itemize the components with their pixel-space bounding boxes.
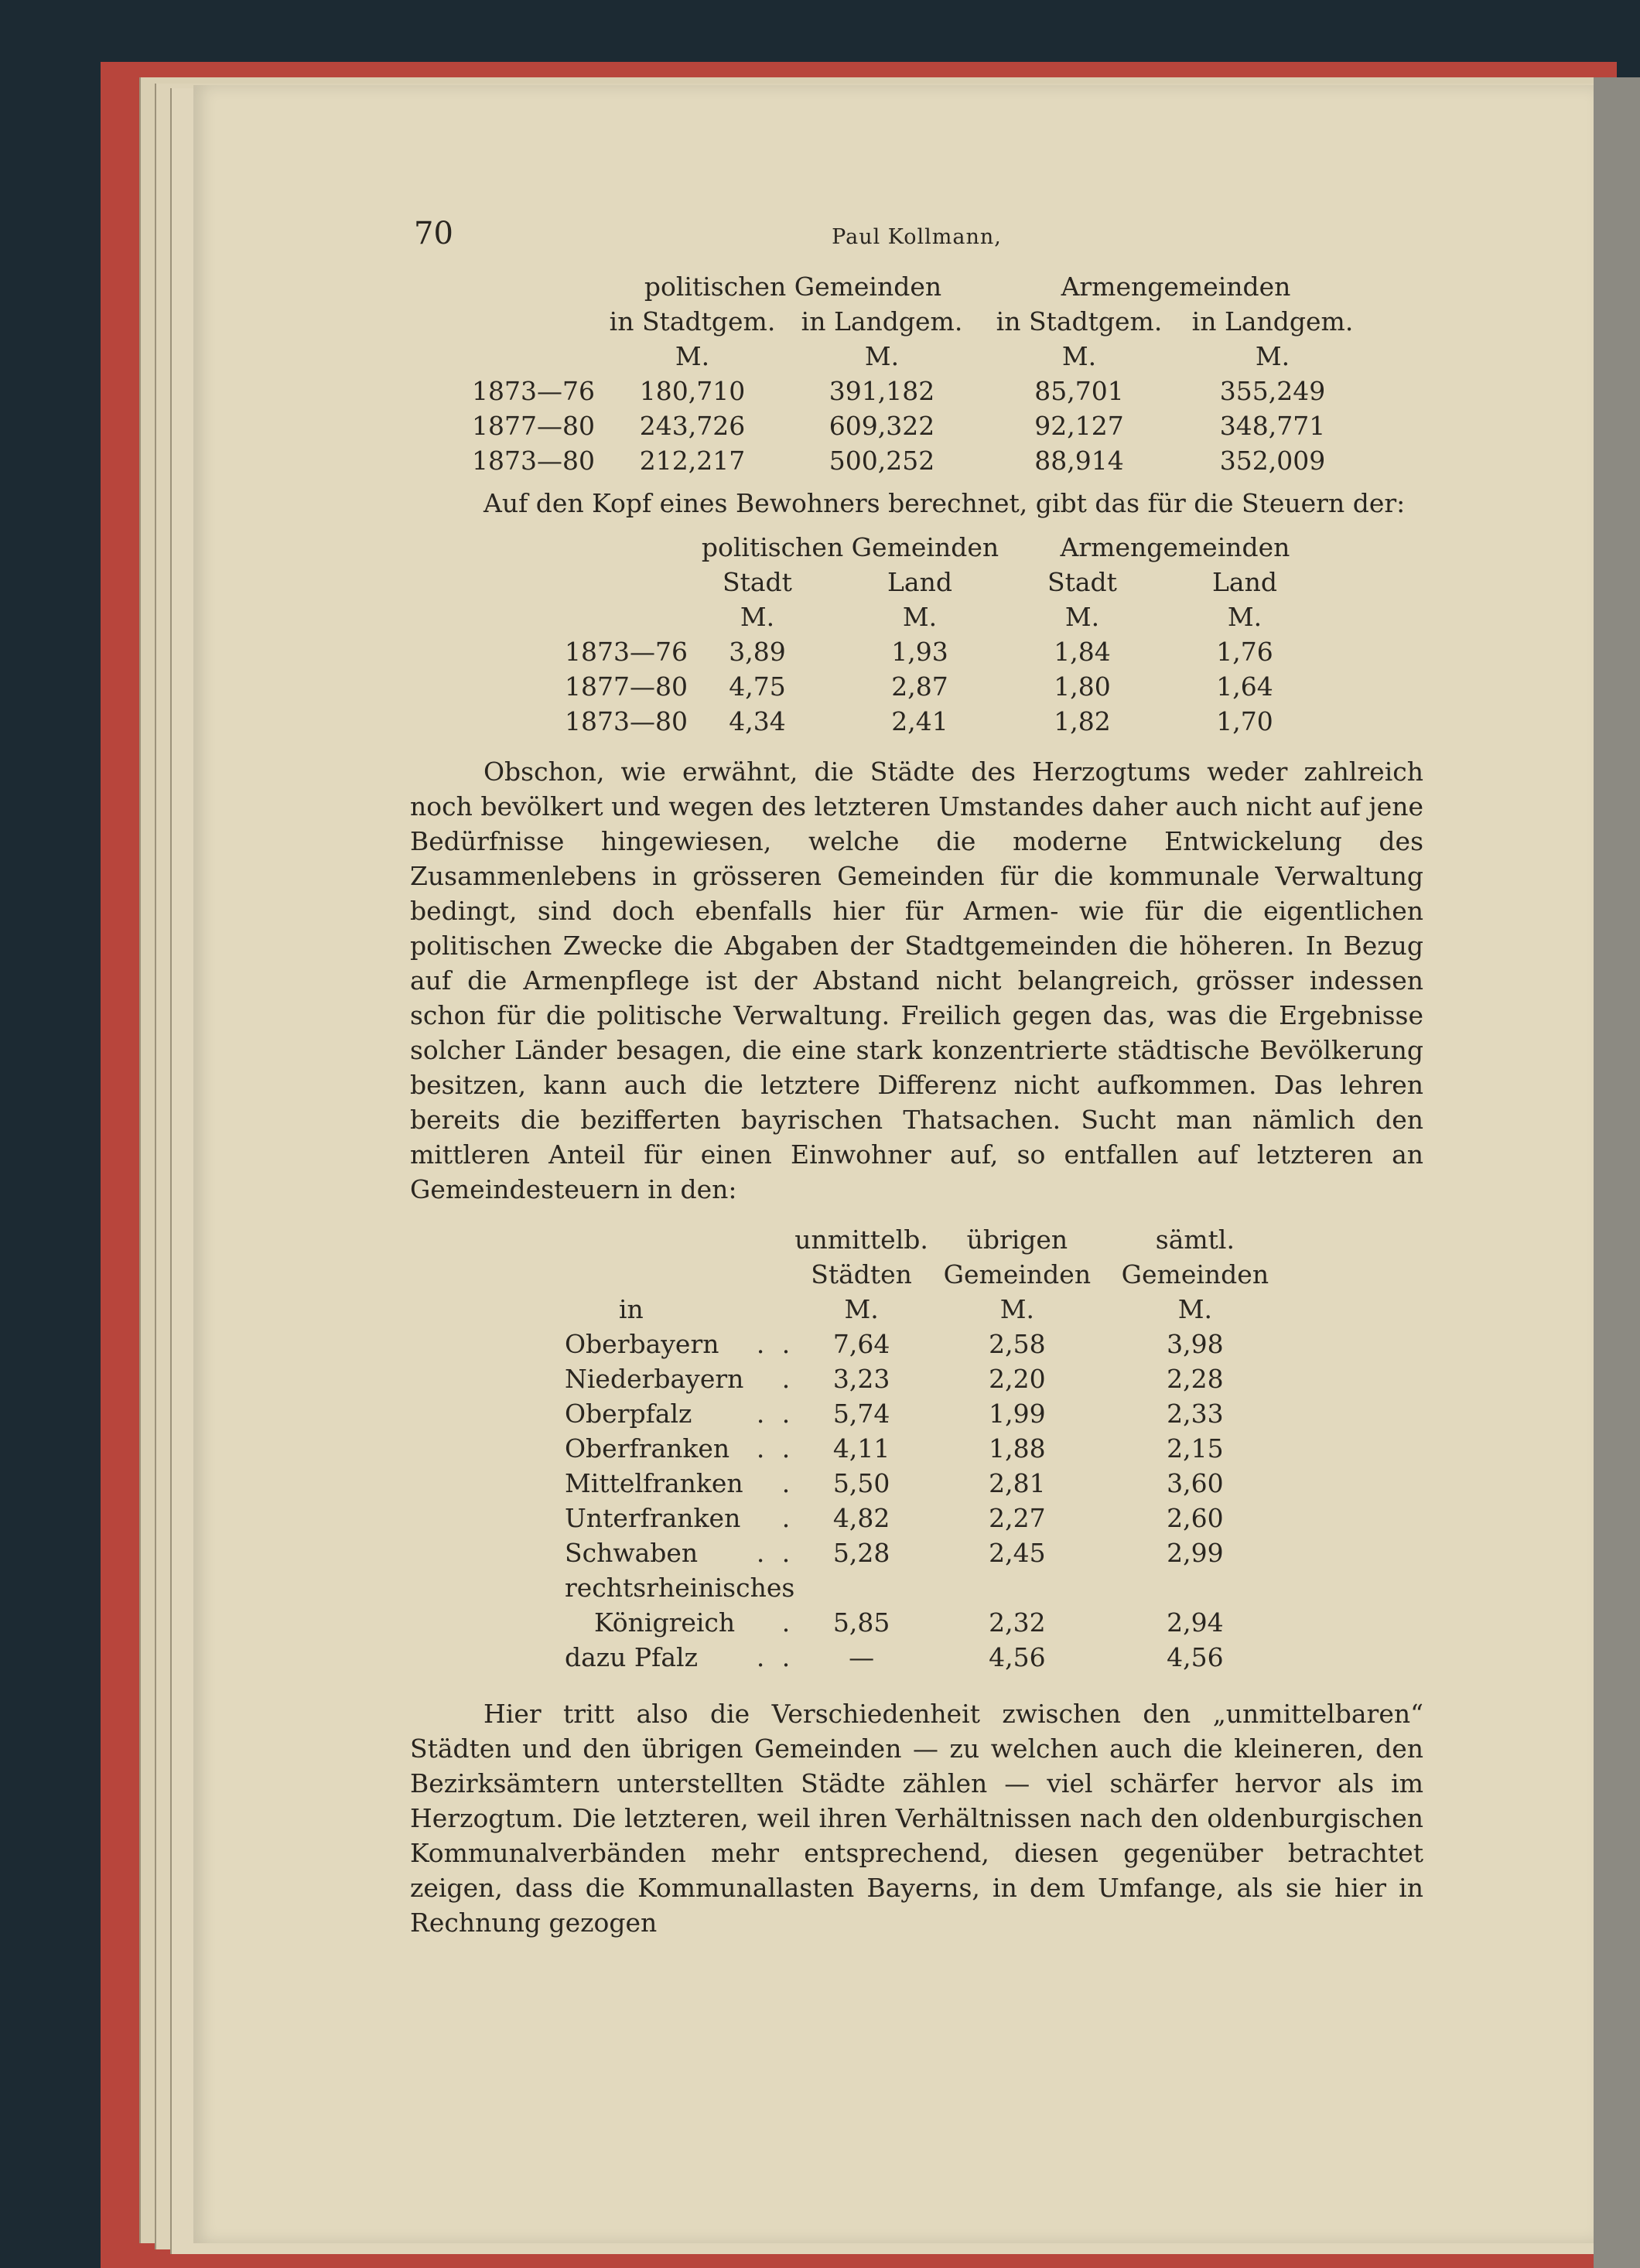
running-head: Paul Kollmann, <box>832 225 1002 249</box>
value-cell: 5,85 <box>832 1607 890 1638</box>
value-cell: 4,82 <box>832 1503 890 1533</box>
table-row <box>565 1361 1284 1396</box>
column-group-header: Armengemeinden <box>1060 532 1290 562</box>
table-row <box>565 1327 1284 1361</box>
region-cell: Unterfranken <box>565 1503 741 1533</box>
period-cell: 1873—80 <box>472 446 595 476</box>
table-row <box>565 1431 1284 1466</box>
value-cell: 3,98 <box>1167 1329 1224 1359</box>
value-cell: 3,89 <box>729 637 786 667</box>
row-label-in: in <box>619 1294 644 1324</box>
value-cell: 88,914 <box>1034 446 1124 476</box>
table-row <box>565 669 1338 704</box>
table-row <box>565 704 1338 739</box>
table-row <box>565 1466 1284 1501</box>
column-header: übrigen <box>966 1225 1068 1255</box>
table-header-row <box>565 1222 1284 1257</box>
body-sentence: Auf den Kopf eines Bewohners berechnet, gibt das für die Steuern der: <box>483 488 1406 518</box>
value-cell: 2,81 <box>989 1468 1046 1498</box>
value-cell: 85,701 <box>1034 376 1124 406</box>
table-row <box>472 443 1369 478</box>
table-header-row <box>565 565 1338 599</box>
unit-label: M. <box>1061 341 1097 371</box>
value-cell: 1,80 <box>1054 671 1111 702</box>
column-header: Land <box>887 567 952 597</box>
value-cell: 1,88 <box>989 1433 1046 1464</box>
leader-dots: . <box>781 1607 795 1638</box>
table-row <box>565 1605 1284 1640</box>
period-cell: 1873—80 <box>565 706 688 736</box>
leader-dots: . . <box>756 1329 795 1359</box>
value-cell: 2,32 <box>989 1607 1046 1638</box>
region-cell: Schwaben <box>565 1538 699 1568</box>
leader-dots: . . <box>756 1433 795 1464</box>
region-cell: rechtsrheinisches <box>565 1573 795 1603</box>
unit-row <box>472 339 1369 374</box>
body-paragraph: Hier tritt also die Verschiedenheit zwischen den „unmittelbaren“ Städten und den übrigen Gemeinden — zu welchen auch die kleineren, den Bezirksämtern unterstellten Städte zählen — viel schärfer hervor als im Herzogtum. Die letzteren, weil ihren Verhältnissen nach den oldenburgischen Kommunalverbänden mehr entsprechend, diesen gegenüber betrachtet zeigen, dass die Kommunallasten Bayerns, in dem Umfange, als sie hier in Rechnung gezogen <box>410 1699 1423 1938</box>
value-cell: 2,33 <box>1167 1399 1224 1429</box>
table-row <box>565 634 1338 669</box>
value-cell: 1,99 <box>989 1399 1046 1429</box>
leader-dots: . . <box>756 1538 795 1568</box>
value-cell: — <box>849 1642 875 1672</box>
value-cell: 348,771 <box>1219 411 1326 441</box>
body-paragraph: Obschon, wie erwähnt, die Städte des Herzogtums weder zahlreich noch bevölkert und wegen des letzteren Umstandes daher auch nicht auf jene Bedürfnisse hingewiesen, welche die moderne Entwickelung des Zusammenlebens in grösseren Gemeinden für die kommunale Verwaltung bedingt, sind doch ebenfalls hier für Armen- wie für die eigentlichen politischen Zwecke die Abgaben der Stadtgemeinden die höheren. In Bezug auf die Armenpflege ist der Abstand nicht belangreich, grösser indessen schon für die politische Verwaltung. Freilich gegen das, was die Ergebnisse solcher Länder besagen, die eine stark konzentrierte städtische Bevölkerung besitzen, kann auch die letztere Differenz nicht aufkommen. Das lehren bereits die bezifferten bayrischen Thatsachen. Sucht man nämlich den mittleren Anteil für einen Einwohner auf, so entfallen auf letzteren an Gemeindesteuern in den: <box>410 757 1423 1204</box>
value-cell: 609,322 <box>829 411 935 441</box>
value-cell: 3,23 <box>832 1364 890 1394</box>
value-cell: 1,70 <box>1216 706 1273 736</box>
region-cell: Oberpfalz <box>565 1399 692 1429</box>
period-cell: 1873—76 <box>565 637 688 667</box>
value-cell: 391,182 <box>829 376 935 406</box>
value-cell: 2,87 <box>891 671 948 702</box>
bavaria-table <box>565 1222 1284 1675</box>
column-header: sämtl. <box>1155 1225 1235 1255</box>
region-cell: Mittelfranken <box>565 1468 743 1498</box>
value-cell: 1,82 <box>1054 706 1111 736</box>
unit-label: M. <box>902 602 938 632</box>
value-cell: 4,11 <box>832 1433 890 1464</box>
page-number: 70 <box>414 216 453 251</box>
value-cell: 180,710 <box>639 376 746 406</box>
column-header: unmittelb. <box>794 1225 928 1255</box>
value-cell: 7,64 <box>832 1329 890 1359</box>
value-cell: 4,56 <box>1167 1642 1224 1672</box>
unit-label: M. <box>1227 602 1262 632</box>
value-cell: 352,009 <box>1219 446 1326 476</box>
unit-label: M. <box>1064 602 1100 632</box>
unit-label: M. <box>844 1294 879 1324</box>
region-cell: Oberbayern <box>565 1329 719 1359</box>
unit-label: M. <box>675 341 710 371</box>
value-cell: 2,27 <box>989 1503 1046 1533</box>
table-header-row <box>565 530 1338 565</box>
column-header: Städten <box>811 1259 912 1289</box>
value-cell: 243,726 <box>639 411 746 441</box>
value-cell: 2,15 <box>1167 1433 1224 1464</box>
column-group-header: Armengemeinden <box>1061 272 1291 302</box>
value-cell: 5,28 <box>832 1538 890 1568</box>
value-cell: 2,20 <box>989 1364 1046 1394</box>
column-header: Stadt <box>723 567 792 597</box>
leader-dots: . <box>781 1364 795 1394</box>
value-cell: 2,58 <box>989 1329 1046 1359</box>
unit-label: M. <box>864 341 900 371</box>
table-header-row <box>472 304 1369 339</box>
column-header: Stadt <box>1047 567 1117 597</box>
value-cell: 2,45 <box>989 1538 1046 1568</box>
period-cell: 1873—76 <box>472 376 595 406</box>
table-header-row <box>565 1257 1284 1292</box>
column-group-header: politischen Gemeinden <box>644 272 942 302</box>
column-header: in Stadtgem. <box>996 306 1163 336</box>
table-row <box>565 1396 1284 1431</box>
unit-label: M. <box>999 1294 1035 1324</box>
page-content <box>410 217 1423 1955</box>
leader-dots: . . <box>756 1399 795 1429</box>
value-cell: 4,56 <box>989 1642 1046 1672</box>
column-header: in Landgem. <box>801 306 963 336</box>
value-cell: 3,60 <box>1167 1468 1224 1498</box>
page-header <box>410 217 1423 263</box>
value-cell: 355,249 <box>1219 376 1326 406</box>
value-cell: 2,28 <box>1167 1364 1224 1394</box>
table-row <box>472 374 1369 408</box>
table-row <box>565 1570 1284 1605</box>
period-cell: 1877—80 <box>472 411 595 441</box>
column-header: Gemeinden <box>1121 1259 1269 1289</box>
region-cell: dazu Pfalz <box>565 1642 698 1672</box>
facing-page-edge <box>1594 77 1640 2268</box>
leader-dots: . <box>781 1468 795 1498</box>
value-cell: 2,99 <box>1167 1538 1224 1568</box>
value-cell: 2,41 <box>891 706 948 736</box>
value-cell: 5,50 <box>832 1468 890 1498</box>
value-cell: 5,74 <box>832 1399 890 1429</box>
period-cell: 1877—80 <box>565 671 688 702</box>
value-cell: 1,76 <box>1216 637 1273 667</box>
region-cell: Niederbayern <box>565 1364 744 1394</box>
value-cell: 500,252 <box>829 446 935 476</box>
value-cell: 4,75 <box>729 671 786 702</box>
leader-dots: . <box>781 1503 795 1533</box>
value-cell: 1,84 <box>1054 637 1111 667</box>
column-header: Land <box>1212 567 1277 597</box>
unit-label: M. <box>740 602 775 632</box>
value-cell: 212,217 <box>639 446 746 476</box>
value-cell: 92,127 <box>1034 411 1124 441</box>
table-row <box>565 1535 1284 1570</box>
region-cell: Oberfranken <box>565 1433 730 1464</box>
per-capita-table <box>565 530 1338 739</box>
table-row <box>565 1640 1284 1675</box>
column-group-header: politischen Gemeinden <box>701 532 999 562</box>
unit-row <box>565 599 1338 634</box>
table-row <box>565 1501 1284 1535</box>
tax-totals-table <box>472 269 1369 478</box>
value-cell: 2,60 <box>1167 1503 1224 1533</box>
unit-row <box>565 1292 1284 1327</box>
table-header-row <box>472 269 1369 304</box>
column-header: in Stadtgem. <box>609 306 776 336</box>
unit-label: M. <box>1177 1294 1213 1324</box>
unit-label: M. <box>1255 341 1290 371</box>
column-header: in Landgem. <box>1191 306 1354 336</box>
region-cell: Königreich <box>594 1607 736 1638</box>
column-header: Gemeinden <box>943 1259 1092 1289</box>
value-cell: 2,94 <box>1167 1607 1224 1638</box>
value-cell: 1,93 <box>891 637 948 667</box>
value-cell: 4,34 <box>729 706 786 736</box>
value-cell: 1,64 <box>1216 671 1273 702</box>
table-row <box>472 408 1369 443</box>
leader-dots: . . <box>756 1642 795 1672</box>
